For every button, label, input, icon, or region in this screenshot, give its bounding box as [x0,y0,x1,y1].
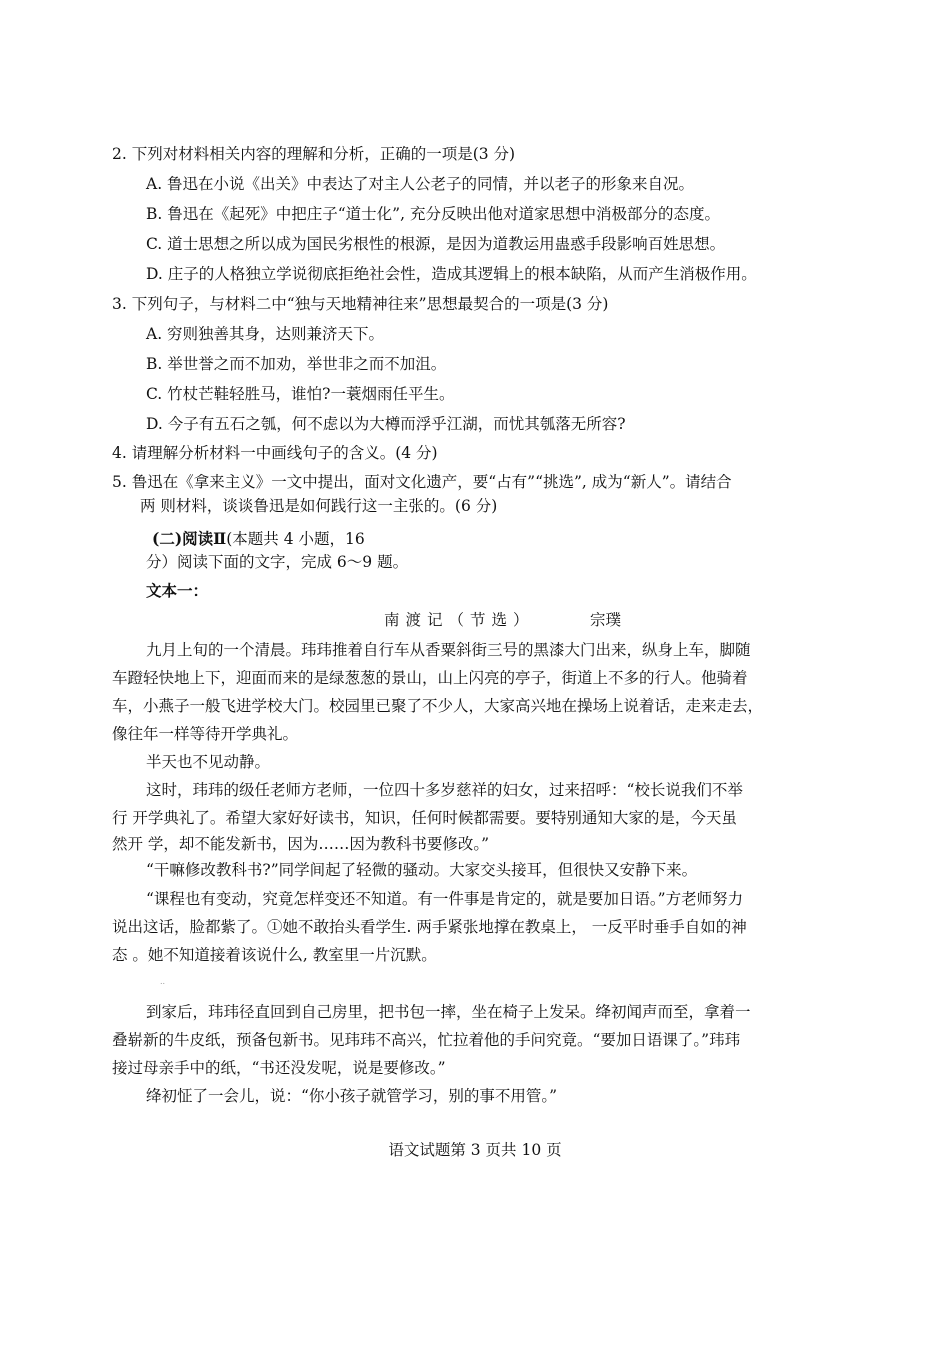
story-title: 南渡记（节选） [384,611,535,629]
question-3-stem: 3. 下列句子，与材料二中“独与天地精神往来”思想最契合的一项是(3 分) [112,295,609,313]
question-3-option-c: C. 竹杖芒鞋轻胜马，谁怕?一蓑烟雨任平生。 [146,385,455,403]
question-2-option-c: C. 道士思想之所以成为国民劣根性的根源，是因为道教运用蛊惑手段影响百姓思想。 [146,235,726,253]
paragraph-line: 车蹬轻快地上下，迎面而来的是绿葱葱的景山，山上闪亮的亭子，街道上不多的行人。他骑着 [112,669,748,687]
paragraph-line: 半天也不见动静。 [146,753,271,771]
paragraph-line: 说出这话，脸都紫了。①她不敢抬头看学生. 两手紧张地撑在教桌上， 一反平时垂手自如的神 [112,918,747,936]
paragraph-line: 然开 学，却不能发新书，因为……因为教科书要修改。” [112,835,490,853]
paragraph-line: 态 。她不知道接着该说什么, 教室里一片沉默。 [112,946,437,964]
question-4: 4. 请理解分析材料一中画线句子的含义。(4 分) [112,444,438,462]
question-2-option-a: A. 鲁迅在小说《出关》中表达了对主人公老子的同情，并以老子的形象来自况。 [146,175,695,193]
scan-mark: .. [160,977,166,986]
paragraph-line: 九月上旬的一个清晨。玮玮推着自行车从香粟斜街三号的黑漆大门出来，纵身上车，脚随 [146,641,751,659]
paragraph-line: 叠崭新的牛皮纸，预备包新书。见玮玮不高兴，忙拉着他的手问究竟。“要加日语课了。”玮玮 [112,1031,741,1049]
question-2-stem: 2. 下列对材料相关内容的理解和分析，正确的一项是(3 分) [112,145,516,163]
paragraph-line: 行 开学典礼了。希望大家好好读书，知识，任何时候都需要。要特别通知大家的是，今天虽 [112,809,737,827]
section-heading [152,529,365,549]
question-2-option-d: D. 庄子的人格独立学说彻底拒绝社会性，造成其逻辑上的根本缺陷，从而产生消极作用。 [146,265,757,283]
paragraph-line: 绛初怔了一会儿，说：“你小孩子就管学习，别的事不用管。” [146,1087,558,1105]
text-label: 文本一： [146,581,209,600]
section-heading-bold: (二)阅读Ⅱ [152,529,227,548]
paragraph-line: 这时，玮玮的级任老师方老师，一位四十多岁慈祥的妇女，过来招呼：“校长说我们不举 [146,781,743,799]
paragraph-line: 像往年一样等待开学典礼。 [112,725,299,743]
section-instruction: 分）阅读下面的文字，完成 6～9 题。 [146,553,409,571]
paragraph-line: “课程也有变动，究竟怎样变还不知道。有一件事是肯定的，就是要加日语。”方老师努力 [146,890,744,908]
paragraph-line: 车，小燕子一般飞进学校大门。校园里已聚了不少人，大家高兴地在操场上说着话，走来走去， [112,697,764,715]
page-footer: 语文试题第 3 页共 10 页 [388,1141,562,1159]
paragraph-line: 接过母亲手中的纸，“书还没发呢，说是要修改。” [112,1059,446,1077]
section-heading-rest: (本题共 4 小题，16 [226,530,365,548]
question-5-line-2: 两 则材料，谈谈鲁迅是如何践行这一主张的。(6 分) [140,497,498,515]
paragraph-line: 到家后，玮玮径直回到自己房里，把书包一摔，坐在椅子上发呆。绛初闻声而至，拿着一 [146,1003,751,1021]
question-3-option-d: D. 今子有五石之瓠，何不虑以为大樽而浮乎江湖，而忧其瓠落无所容? [146,415,626,433]
question-3-option-a: A. 穷则独善其身，达则兼济天下。 [146,325,385,343]
question-3-option-b: B. 举世誉之而不加劝，举世非之而不加沮。 [146,355,447,373]
question-5-line-1: 5. 鲁迅在《拿来主义》一文中提出，面对文化遗产，要“占有”“挑选”, 成为“新人”。请结合 [112,473,732,491]
paragraph-line: “干嘛修改教科书?”同学间起了轻微的骚动。大家交头接耳，但很快又安静下来。 [146,861,698,879]
story-author: 宗璞 [590,611,622,629]
question-2-option-b: B. 鲁迅在《起死》中把庄子“道士化”, 充分反映出他对道家思想中消极部分的态度。 [146,205,720,223]
